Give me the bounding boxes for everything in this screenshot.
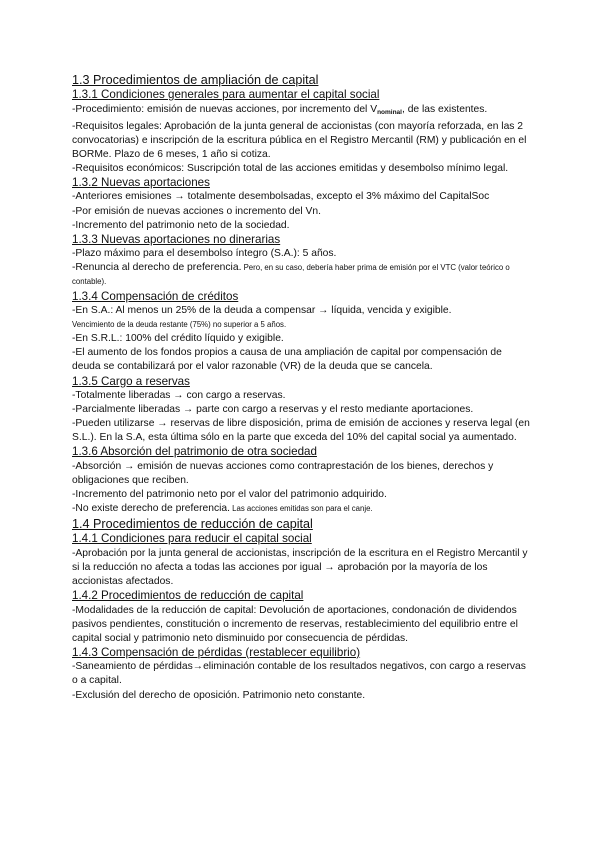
document-page — [72, 72, 532, 703]
section-heading-1-4: 1.4 Procedimientos de reducción de capital — [72, 517, 313, 532]
paragraph-emision-nuevas-acciones: -Por emisión de nuevas acciones o incremento del Vn. — [72, 205, 321, 217]
text-span: -Procedimiento: emisión de nuevas acciones, por incremento del V — [72, 103, 378, 115]
paragraph-incremento-patrimonio-neto: -Incremento del patrimonio neto por el valor del patrimonio adquirido. — [72, 489, 387, 501]
subsection-heading-1-4-3: 1.4.3 Compensación de pérdidas (restablecer equilibrio) — [72, 645, 361, 659]
paragraph-incremento-patrimonio: -Incremento del patrimonio neto de la sociedad. — [72, 219, 290, 231]
text-span: -Renuncia al derecho de preferencia. — [72, 262, 242, 274]
subsection-heading-1-4-1: 1.4.1 Condiciones para reducir el capital social — [72, 532, 312, 546]
paragraph-en-srl: -En S.R.L.: 100% del crédito líquido y exigible. — [72, 333, 284, 345]
paragraph-parcialmente-liberadas: -Parcialmente liberadas → parte con cargo a reservas y el resto mediante aportaciones. — [72, 404, 474, 416]
paragraph-plazo-maximo: -Plazo máximo para el desembolso íntegro (S.A.): 5 años. — [72, 248, 337, 260]
small-note-vencimiento: Vencimiento de la deuda restante (75%) no superior a 5 años. — [72, 320, 287, 330]
subsection-heading-1-3-2: 1.3.2 Nuevas aportaciones — [72, 175, 210, 189]
subsection-heading-1-3-3: 1.3.3 Nuevas aportaciones no dinerarias — [72, 232, 281, 246]
paragraph-procedimiento — [72, 103, 532, 120]
paragraph-saneamiento: -Saneamiento de pérdidas→eliminación contable de los resultados negativos, con cargo a reservas o a capital. — [72, 661, 526, 687]
paragraph-en-sa: -En S.A.: Al menos un 25% de la deuda a compensar → líquida, vencida y exigible. — [72, 305, 452, 317]
subsection-heading-1-3-6: 1.3.6 Absorción del patrimonio de otra sociedad — [72, 445, 317, 459]
paragraph-exclusion-oposicion: -Exclusión del derecho de oposición. Patrimonio neto constante. — [72, 689, 366, 701]
paragraph-modalidades: -Modalidades de la reducción de capital: Devolución de aportaciones, condonación de dividendos pasivos pendientes, constitución o incremento de reservas, restablecimiento del equilibrio entre el capital social y patrimonio neto disminuido por consecuencia de pérdidas. — [72, 604, 518, 644]
subsection-heading-1-3-1: 1.3.1 Condiciones generales para aumentar el capital social — [72, 88, 380, 101]
paragraph-requisitos-economicos: -Requisitos económicos: Suscripción total de las acciones emitidas y desembolso mínimo legal. — [72, 162, 509, 174]
small-note: Pero, en su caso, debería haber prima de emisión por el VTC (valor teórico o contable). — [72, 263, 510, 287]
text-span: -No existe derecho de preferencia. — [72, 503, 230, 515]
small-note: Las acciones emitidas son para el canje. — [229, 504, 373, 514]
paragraph-pueden-utilizarse: -Pueden utilizarse → reservas de libre disposición, prima de emisión de acciones y reserva legal (en S.L.). En la S.A, esta última sólo en la parte que exceda del 10% del capital social ya aumentado. — [72, 418, 530, 444]
subscript-nominal: nominal — [377, 108, 402, 116]
paragraph-aumento-fondos: -El aumento de los fondos propios a causa de una ampliación de capital por compensación de deuda se contabilizará por el valor razonable (VR) de la deuda que se cancela. — [72, 347, 502, 373]
subsection-heading-1-4-2: 1.4.2 Procedimientos de reducción de capital — [72, 589, 304, 603]
subsection-heading-1-3-5: 1.3.5 Cargo a reservas — [72, 374, 190, 388]
paragraph-aprobacion-junta: -Aprobación por la junta general de accionistas, inscripción de la escritura en el Registro Mercantil y si la reducción no afecta a todas las acciones por igual → aprobación por la mayoría de los accionistas afectados. — [72, 547, 528, 587]
text-span: , de las existentes. — [401, 103, 488, 115]
subsection-heading-1-3-4: 1.3.4 Compensación de créditos — [72, 289, 239, 303]
paragraph-no-derecho-preferencia — [72, 502, 532, 516]
paragraph-renuncia-preferencia — [72, 261, 532, 289]
paragraph-absorcion: -Absorción → emisión de nuevas acciones como contraprestación de los bienes, derechos y obligaciones que reciben. — [72, 460, 494, 486]
paragraph-totalmente-liberadas: -Totalmente liberadas → con cargo a reservas. — [72, 390, 286, 401]
section-heading-1-3: 1.3 Procedimientos de ampliación de capital — [72, 73, 319, 87]
paragraph-anteriores-emisiones: -Anteriores emisiones → totalmente desembolsadas, excepto el 3% máximo del CapitalSoc — [72, 191, 490, 203]
paragraph-requisitos-legales: -Requisitos legales: Aprobación de la junta general de accionistas (con mayoría reforzada, en las 2 convocatorias) e inscripción de la escritura pública en el Registro Mercantil (RM) y publicación en el BORMe. Plazo de 6 meses, 1 año si cotiza. — [72, 120, 527, 160]
